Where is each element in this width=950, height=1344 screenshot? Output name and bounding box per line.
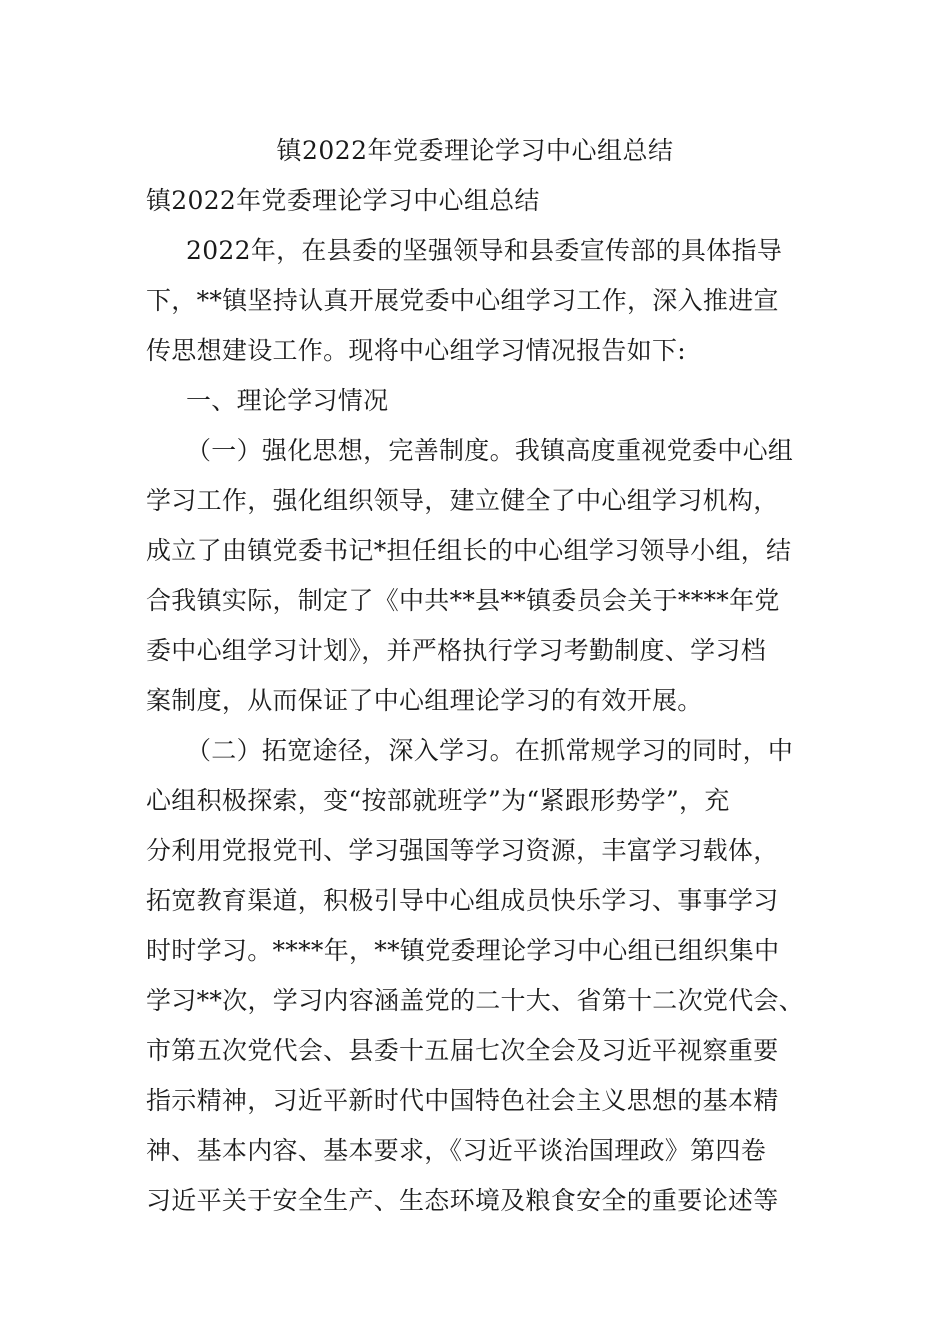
paragraph-line: 成立了由镇党委书记*担任组长的中心组学习领导小组，结 (146, 536, 792, 565)
paragraph-line: 2022年，在县委的坚强领导和县委宣传部的具体指导 (186, 236, 783, 265)
paragraph-line: 心组积极探索，变“按部就班学”为“紧跟形势学”，充 (146, 786, 730, 815)
paragraph-line: 传思想建设工作。现将中心组学习情况报告如下: (146, 336, 687, 365)
paragraph-line: 时时学习。****年，**镇党委理论学习中心组已组织集中 (146, 936, 780, 965)
paragraph-line: 拓宽教育渠道，积极引导中心组成员快乐学习、事事学习 (146, 886, 779, 915)
paragraph-line: 案制度，从而保证了中心组理论学习的有效开展。 (146, 686, 703, 715)
section-heading: 一、理论学习情况 (186, 386, 389, 415)
paragraph-line: 学习**次，学习内容涵盖党的二十大、省第十二次党代会、 (146, 986, 805, 1015)
paragraph-line: 下，**镇坚持认真开展党委中心组学习工作，深入推进宣 (146, 286, 779, 315)
document-title: 镇2022年党委理论学习中心组总结 (276, 136, 674, 165)
paragraph-line: 指示精神，习近平新时代中国特色社会主义思想的基本精 (146, 1086, 779, 1115)
paragraph-line: 合我镇实际，制定了《中共**县**镇委员会关于****年党 (146, 586, 780, 615)
paragraph-line: 学习工作，强化组织领导，建立健全了中心组学习机构， (146, 486, 779, 515)
paragraph-line: 市第五次党代会、县委十五届七次全会及习近平视察重要 (146, 1036, 779, 1065)
paragraph-line: 神、基本内容、基本要求，《习近平谈治国理政》第四卷 (146, 1136, 767, 1165)
paragraph-line: 习近平关于安全生产、生态环境及粮食安全的重要论述等 (146, 1186, 779, 1215)
document-subtitle: 镇2022年党委理论学习中心组总结 (146, 186, 540, 215)
paragraph-line: （二）拓宽途径，深入学习。在抓常规学习的同时，中 (186, 736, 794, 765)
paragraph-line: 分利用党报党刊、学习强国等学习资源，丰富学习载体， (146, 836, 779, 865)
paragraph-line: （一）强化思想，完善制度。我镇高度重视党委中心组 (186, 436, 794, 465)
paragraph-line: 委中心组学习计划》，并严格执行学习考勤制度、学习档 (146, 636, 767, 665)
